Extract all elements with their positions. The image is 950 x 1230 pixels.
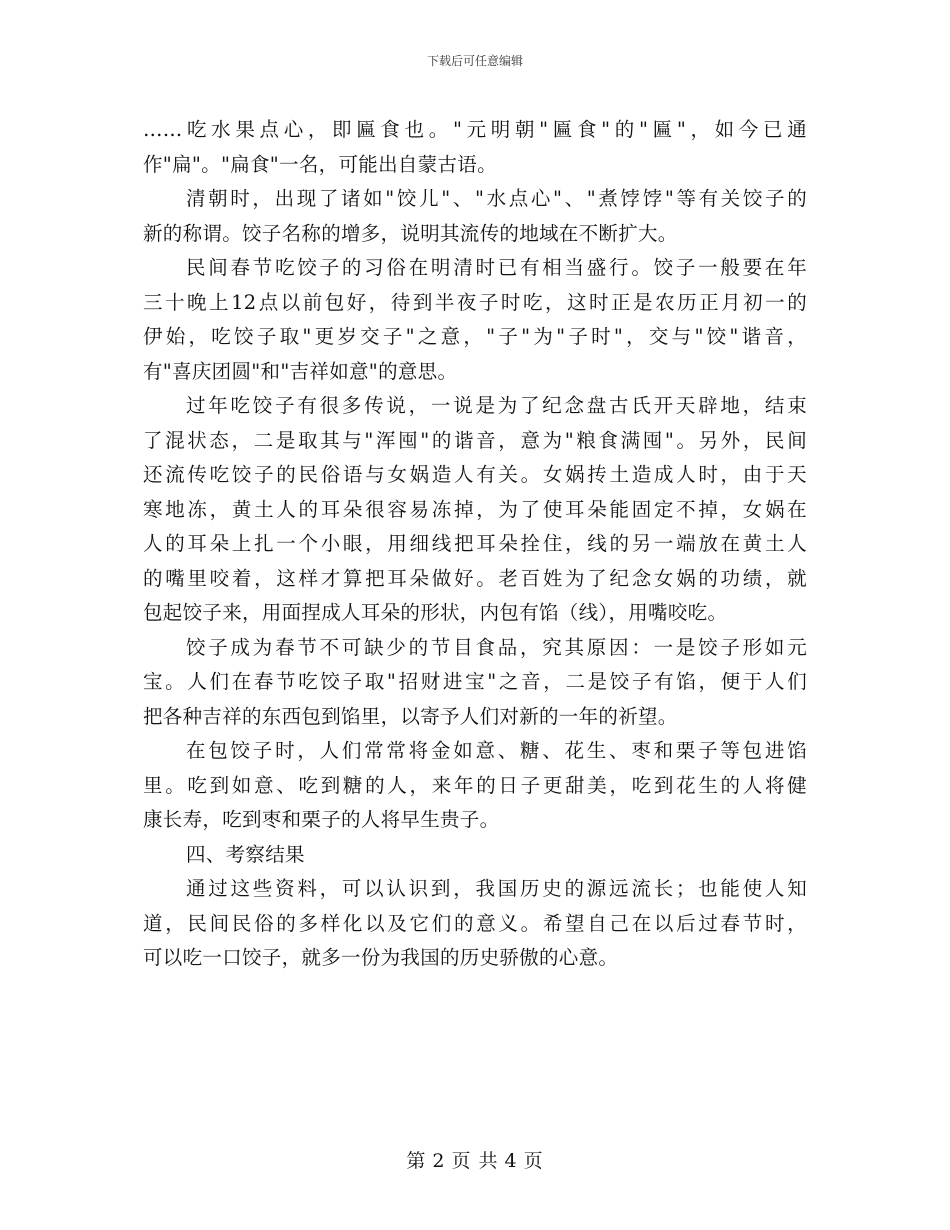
footer-total-pages: 4: [504, 1150, 518, 1172]
text-line: 人的耳朵上扎一个小眼，用细线把耳朵拴住，线的另一端放在黄土人: [143, 532, 807, 555]
footer-prefix: 第: [406, 1150, 427, 1172]
text-line: 在包饺子时，人们常常将金如意、糖、花生、枣和栗子等包进馅: [186, 739, 807, 762]
text-line: 了混状态，二是取其与"浑囤"的谐音，意为"粮食满囤"。另外，民间: [143, 428, 807, 452]
text-line: ……吃水果点心，即匾食也。"元明朝"匾食"的"匾"，如今已通: [143, 118, 807, 141]
paragraph: [143, 838, 807, 873]
text-line: 里。吃到如意、吃到糖的人，来年的日子更甜美，吃到花生的人将健: [143, 773, 807, 797]
text-line: 宝。人们在春节吃饺子取"招财进宝"之音，二是饺子有馅，便于人们: [143, 670, 807, 693]
page-footer: [0, 1146, 950, 1173]
text-line: 还流传吃饺子的民俗语与女娲造人有关。女娲抟土造成人时，由于天: [143, 463, 807, 486]
paragraph: [143, 631, 807, 735]
paragraph: [143, 251, 807, 389]
text-line: 可以吃一口饺子，就多一份为我国的历史骄傲的心意。: [143, 946, 619, 969]
text-line: 清朝时，出现了诸如"饺儿"、"水点心"、"煮饽饽"等有关饺子的: [186, 187, 807, 210]
document-body: [143, 113, 807, 976]
footer-middle: 页 共: [451, 1150, 499, 1172]
footer-current-page: 2: [432, 1150, 446, 1172]
text-line: 新的称谓。饺子名称的增多，说明其流传的地域在不断扩大。: [143, 221, 678, 245]
footer-suffix: 页: [523, 1150, 544, 1172]
text-line: 作"扁"。"扁食"一名，可能出自蒙古语。: [143, 152, 497, 176]
paragraph: [143, 734, 807, 838]
text-line: 把各种吉祥的东西包到馅里，以寄予人们对新的一年的祈望。: [143, 704, 678, 728]
text-line: 寒地冻，黄土人的耳朵很容易冻掉，为了使耳朵能固定不掉，女娲在: [143, 497, 807, 521]
page-header: 下载后可任意编辑: [426, 54, 523, 68]
paragraph: [143, 872, 807, 976]
text-line: 康长寿，吃到枣和栗子的人将早生贵子。: [143, 808, 500, 831]
text-line: 通过这些资料，可以认识到，我国历史的源远流长；也能使人知: [186, 877, 807, 900]
text-line: 民间春节吃饺子的习俗在明清时已有相当盛行。饺子一般要在年: [186, 256, 807, 279]
paragraph: [143, 113, 807, 182]
text-line: 的嘴里咬着，这样才算把耳朵做好。老百姓为了纪念女娲的功绩，就: [143, 566, 807, 590]
text-line: 有"喜庆团圆"和"吉祥如意"的意思。: [143, 359, 458, 383]
text-line: 三十晚上12点以前包好，待到半夜子时吃，这时正是农历正月初一的: [143, 290, 807, 314]
text-line: 饺子成为春节不可缺少的节目食品，究其原因：一是饺子形如元: [186, 635, 807, 659]
text-line: 过年吃饺子有很多传说，一说是为了纪念盘古氏开天辟地，结束: [186, 394, 807, 417]
text-line: 四、考察结果: [186, 842, 305, 866]
text-line: 包起饺子来，用面捏成人耳朵的形状，内包有馅（线），用嘴咬吃。: [143, 601, 728, 624]
paragraph: [143, 389, 807, 631]
text-line: 道，民间民俗的多样化以及它们的意义。希望自己在以后过春节时，: [143, 911, 807, 935]
paragraph: [143, 182, 807, 251]
text-line: 伊始，吃饺子取"更岁交子"之意，"子"为"子时"，交与"饺"谐音，: [143, 325, 807, 348]
